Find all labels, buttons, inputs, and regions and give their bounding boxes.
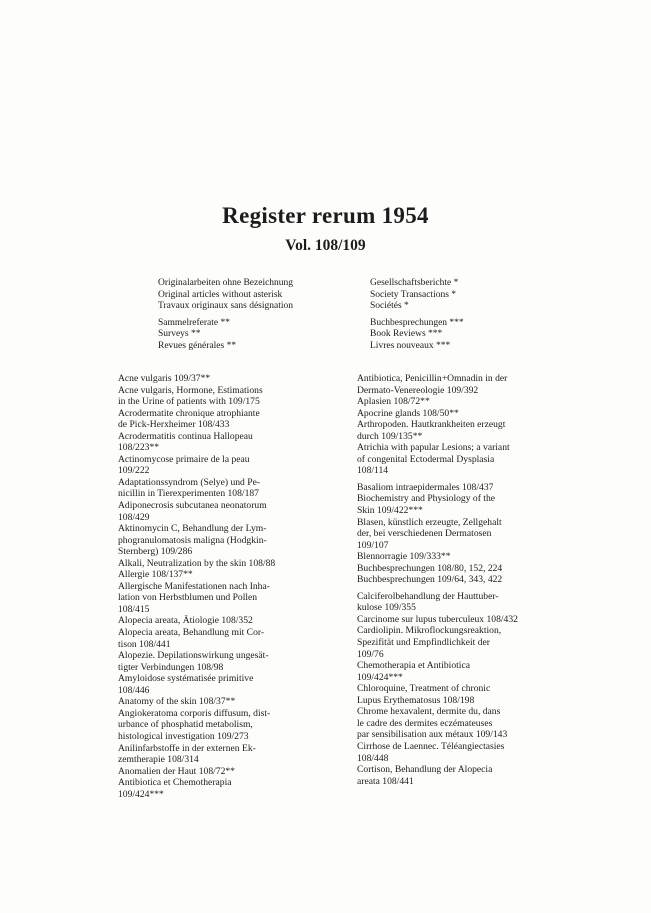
index-entry-line: Buchbesprechungen 108/80, 152, 224 <box>357 562 503 574</box>
volume-label: Vol. 108/109 <box>285 237 366 254</box>
index-entry <box>118 673 350 696</box>
index-entry-line: der, bei verschiedenen Dermatosen <box>357 528 492 540</box>
index-entry-line: 108/446 <box>118 684 150 696</box>
page-title: Register rerum 1954 <box>222 203 429 228</box>
legend-line: Society Transactions * <box>370 289 457 300</box>
index-entry-line: 109/107 <box>357 539 389 551</box>
index-entry <box>118 454 350 477</box>
legend-line: Originalarbeiten ohne Bezeichnung <box>158 278 294 288</box>
index-entry-line: Calciferolbehandlung der Hauttuber- <box>357 590 499 602</box>
index-entry-line: Chloroquine, Treatment of chronic <box>357 683 491 695</box>
index-entry-line: Skin 109/422*** <box>357 505 423 517</box>
legend-left <box>158 278 293 357</box>
index-entry <box>118 373 350 385</box>
index-entry <box>357 574 589 586</box>
index-entry-line: Atrichia with papular Lesions; a variant <box>357 442 510 454</box>
index-column-right <box>357 373 589 787</box>
index-entry-line: 108/429 <box>118 511 150 523</box>
index-entry <box>357 517 589 552</box>
index-entry-line: tigter Verbindungen 108/98 <box>118 661 224 673</box>
index-entry-line: Alopezie. Depilationswirkung ungesät- <box>118 650 269 662</box>
index-entry-line: Biochemistry and Physiology of the <box>357 493 496 505</box>
index-entry <box>118 627 350 650</box>
index-entry <box>357 551 589 563</box>
index-entry-line: Basaliom intraepidermales 108/437 <box>357 481 494 493</box>
index-entry-line: phogranulomatosis maligna (Hodgkin- <box>118 534 267 546</box>
legend-group-societies <box>370 278 464 313</box>
index-entry-line: par sensibilisation aux métaux 109/143 <box>357 729 508 741</box>
index-entry-line: Buchbesprechungen 109/64, 343, 422 <box>357 574 503 586</box>
index-entry <box>118 431 350 454</box>
index-entry-line: Chrome hexavalent, dermite du, dans <box>357 706 501 718</box>
index-entry <box>357 373 589 396</box>
index-entry <box>118 523 350 558</box>
index-entry-line: 108/448 <box>357 752 389 764</box>
index-entry-line: Adiponecrosis subcutanea neonatorum <box>118 500 267 512</box>
index-entry <box>357 482 589 494</box>
index-entry <box>118 696 350 708</box>
index-entry-line: 109/424*** <box>118 788 164 800</box>
index-entry-line: tison 108/441 <box>118 638 171 650</box>
index-entry-line: le cadre des dermites eczémateuses <box>357 717 493 729</box>
index-entry-line: Arthropoden. Hautkrankheiten erzeugt <box>357 419 506 431</box>
index-entry-line: lation von Herbstblumen und Pollen <box>118 592 258 604</box>
index-entry-line: Amyloidose systématisée primitive <box>118 673 254 685</box>
index-entry-line: Anomalien der Haut 108/72** <box>118 765 235 777</box>
index-entry <box>118 708 350 743</box>
index-entry-line: Adaptationssyndrom (Selye) und Pe- <box>118 476 261 488</box>
index-entry <box>118 569 350 581</box>
index-entry-line: Angiokeratoma corporis diffusum, dist- <box>118 707 271 719</box>
index-entry-line: areata 108/441 <box>357 775 414 787</box>
index-entry-line: Antibiotica et Chemotherapia <box>118 777 232 789</box>
legend-line: Sammelreferate ** <box>158 317 231 328</box>
index-entry <box>118 615 350 627</box>
index-entry <box>118 743 350 766</box>
index-entry <box>118 581 350 616</box>
index-entry-line: in the Urine of patients with 109/175 <box>118 396 260 408</box>
index-entry <box>357 563 589 575</box>
index-entry-line: of congenital Ectodermal Dysplasia <box>357 453 495 465</box>
legend-group-surveys <box>158 318 293 353</box>
index-entry-line: Alopecia areata, Ätiologie 108/352 <box>118 615 253 627</box>
legend-line: Travaux originaux sans désignation <box>158 301 294 311</box>
index-entry-line: Dermato-Venereologie 109/392 <box>357 384 479 396</box>
index-entry <box>357 614 589 626</box>
index-entry-line: 108/415 <box>118 603 150 615</box>
legend-line: Sociétés * <box>370 301 409 311</box>
index-entry-line: Blennorragie 109/333** <box>357 551 451 563</box>
index-entry-line: Anatomy of the skin 108/37** <box>118 696 236 708</box>
index-column-left <box>118 373 350 800</box>
index-entry <box>118 408 350 431</box>
index-entry-line: nicillin in Tierexperimenten 108/187 <box>118 488 259 500</box>
legend-line: Livres nouveaux *** <box>370 340 451 351</box>
index-entry <box>357 741 589 764</box>
index-entry-line: Cortison, Behandlung der Alopecia <box>357 764 493 776</box>
index-entry-line: Alkali, Neutralization by the skin 108/88 <box>118 557 276 569</box>
index-entry-line: Acrodermatitis continua Hallopeau <box>118 430 253 442</box>
index-entry-line: de Pick-Herxheimer 108/433 <box>118 419 230 431</box>
index-entry-line: Aktinomycin C, Behandlung der Lym- <box>118 523 267 535</box>
index-entry-line: Cardiolipin. Mikroflockungsreaktion, <box>357 625 502 637</box>
index-entry-line: Carcinome sur lupus tuberculeux 108/432 <box>357 613 518 625</box>
index-entry-line: 109/424*** <box>357 671 403 683</box>
legend-line: Buchbesprechungen *** <box>370 317 464 328</box>
legend-line: Surveys ** <box>158 329 201 339</box>
index-entry <box>118 650 350 673</box>
index-entry <box>357 625 589 660</box>
index-entry-line: Anilinfarbstoffe in der externen Ek- <box>118 742 256 754</box>
index-entry-line: Alopecia areata, Behandlung mit Cor- <box>118 627 265 639</box>
index-entry-line: Antibiotica, Penicillin+Omnadin in der <box>357 373 508 384</box>
index-entry-line: Lupus Erythematosus 108/198 <box>357 694 475 706</box>
index-entry <box>118 777 350 800</box>
index-entry <box>118 477 350 500</box>
legend-group-originals <box>158 278 293 313</box>
index-entry-line: urbance of phosphatid metabolism, <box>118 719 253 731</box>
legend-line: Revues générales ** <box>158 340 237 351</box>
index-entry-line: Allergie 108/137** <box>118 569 193 581</box>
legend-line: Gesellschaftsberichte * <box>370 278 459 288</box>
index-entry-line: Apocrine glands 108/50** <box>357 407 459 419</box>
index-entry <box>118 385 350 408</box>
index-entry <box>118 766 350 778</box>
index-entry <box>357 408 589 420</box>
index-entry <box>357 683 589 706</box>
index-entry <box>357 764 589 787</box>
index-entry-line: durch 109/135** <box>357 430 423 442</box>
index-entry-line: 109/76 <box>357 648 384 660</box>
index-entry <box>357 591 589 614</box>
index-entry-line: Aplasien 108/72** <box>357 396 430 408</box>
index-entry-line: histological investigation 109/273 <box>118 730 249 742</box>
legend-right <box>370 278 464 357</box>
index-entry-line: Chemotherapia et Antibiotica <box>357 660 470 672</box>
index-entry-line: zemtherapie 108/314 <box>118 754 199 766</box>
index-entry <box>118 558 350 570</box>
index-entry <box>118 500 350 523</box>
index-entry-line: Allergische Manifestationen nach Inha- <box>118 580 270 592</box>
index-entry-line: Cirrhose de Laennec. Téléangiectasies <box>357 740 505 752</box>
index-entry <box>357 396 589 408</box>
legend-line: Book Reviews *** <box>370 329 443 339</box>
index-entry-line: Actinomycose primaire de la peau <box>118 453 250 465</box>
index-entry-line: Spezifität und Empfindlichkeit der <box>357 637 490 649</box>
index-entry-line: Blasen, künstlich erzeugte, Zellgehalt <box>357 516 502 528</box>
index-entry-line: 108/114 <box>357 465 389 477</box>
index-entry-line: Acrodermatite chronique atrophiante <box>118 407 260 419</box>
index-entry <box>357 660 589 683</box>
index-entry <box>357 493 589 516</box>
index-entry-line: Sternberg) 109/286 <box>118 546 193 558</box>
index-entry <box>357 706 589 741</box>
index-entry-line: Acne vulgaris 109/37** <box>118 373 211 384</box>
legend-group-book-reviews <box>370 318 464 353</box>
index-entry-line: 108/223** <box>118 442 160 454</box>
index-entry <box>357 442 589 477</box>
index-entry-line: kulose 109/355 <box>357 602 416 614</box>
legend-line: Original articles without asterisk <box>158 289 283 300</box>
index-entry-line: 109/222 <box>118 465 150 477</box>
index-entry-line: Acne vulgaris, Hormone, Estimations <box>118 384 263 396</box>
index-entry <box>357 419 589 442</box>
